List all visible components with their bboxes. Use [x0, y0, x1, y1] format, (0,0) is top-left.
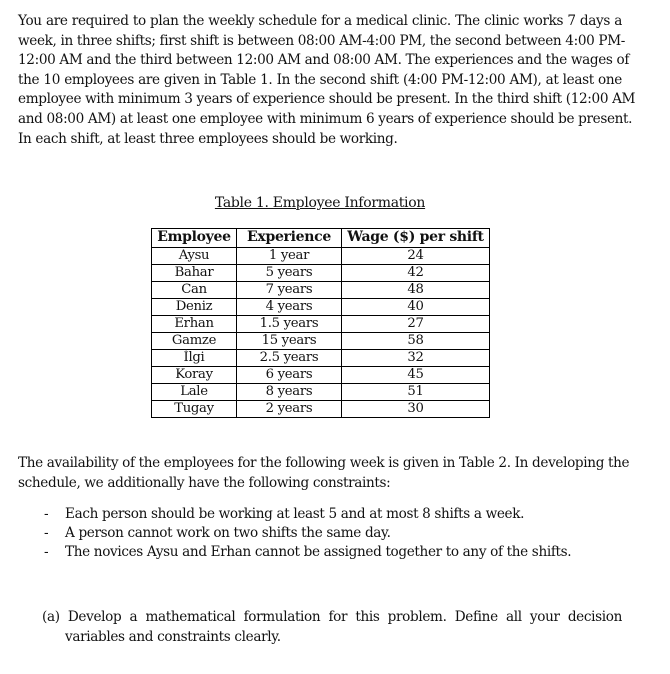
question-line: [42, 608, 622, 628]
table-row: [152, 299, 490, 316]
text-line: employee with minimum 3 years of experience should be present. In the third shift (12:00 AM: [18, 91, 636, 108]
text-line: week, in three shifts; first shift is between 08:00 AM-4:00 PM, the second between 4:00 PM-: [18, 32, 626, 49]
text-line: schedule, we additionally have the following constraints:: [18, 474, 391, 491]
wage-cell: 40: [342, 299, 490, 316]
experience-cell: 2 years: [237, 401, 342, 418]
employee-name-cell: Gamze: [152, 333, 237, 350]
experience-cell: 5 years: [237, 265, 342, 282]
table-row: [152, 333, 490, 350]
table-row: [152, 265, 490, 282]
availability-paragraph: [18, 454, 630, 493]
table-row: [152, 367, 490, 384]
table-header-row: [152, 229, 490, 248]
text-line: 12:00 AM and the third between 12:00 AM and 08:00 AM. The experiences and the wages of: [18, 52, 630, 69]
employee-name-cell: Deniz: [152, 299, 237, 316]
experience-cell: 7 years: [237, 282, 342, 299]
employee-name-cell: Erhan: [152, 316, 237, 333]
table-row: [152, 350, 490, 367]
column-header: Wage ($) per shift: [342, 229, 490, 248]
intro-paragraph: [18, 12, 636, 149]
text-line: the 10 employees are given in Table 1. In the second shift (4:00 PM-12:00 AM), at least one: [18, 71, 622, 88]
table-row: [152, 316, 490, 333]
text-line: and 08:00 AM) at least one employee with minimum 6 years of experience should be present.: [18, 110, 633, 127]
employee-name-cell: Lale: [152, 384, 237, 401]
experience-cell: 1 year: [237, 248, 342, 265]
employee-name-cell: Tugay: [152, 401, 237, 418]
table-row: [152, 401, 490, 418]
wage-cell: 48: [342, 282, 490, 299]
experience-cell: 1.5 years: [237, 316, 342, 333]
wage-cell: 51: [342, 384, 490, 401]
question-a: [42, 608, 622, 647]
wage-cell: 27: [342, 316, 490, 333]
question-label: (a): [42, 609, 60, 625]
constraint-text: Each person should be working at least 5 and at most 8 shifts a week.: [65, 506, 525, 522]
bullet-dash: -: [44, 525, 49, 541]
question-text: Develop a mathematical formulation for this problem. Define all your decision: [67, 609, 622, 625]
wage-cell: 32: [342, 350, 490, 367]
experience-cell: 4 years: [237, 299, 342, 316]
column-header: Employee: [152, 229, 237, 248]
employee-name-cell: Can: [152, 282, 237, 299]
wage-cell: 30: [342, 401, 490, 418]
table-row: [152, 384, 490, 401]
column-header: Experience: [237, 229, 342, 248]
experience-cell: 2.5 years: [237, 350, 342, 367]
table-row: [152, 248, 490, 265]
table-row: [152, 282, 490, 299]
wage-cell: 24: [342, 248, 490, 265]
wage-cell: 45: [342, 367, 490, 384]
table-title: Table 1. Employee Information: [214, 195, 426, 211]
text-line: In each shift, at least three employees should be working.: [18, 130, 398, 147]
wage-cell: 42: [342, 265, 490, 282]
experience-cell: 6 years: [237, 367, 342, 384]
text-line: The availability of the employees for the following week is given in Table 2. In developing the: [18, 455, 630, 471]
employee-name-cell: Aysu: [152, 248, 237, 265]
employee-name-cell: Koray: [152, 367, 237, 384]
constraint-text: A person cannot work on two shifts the same day.: [65, 525, 391, 541]
question-line: variables and constraints clearly.: [65, 628, 281, 645]
text-line: You are required to plan the weekly schedule for a medical clinic. The clinic works 7 days a: [18, 13, 622, 29]
bullet-dash: -: [44, 506, 49, 522]
employee-name-cell: Bahar: [152, 265, 237, 282]
experience-cell: 8 years: [237, 384, 342, 401]
constraint-text: The novices Aysu and Erhan cannot be assigned together to any of the shifts.: [65, 544, 572, 560]
wage-cell: 58: [342, 333, 490, 350]
experience-cell: 15 years: [237, 333, 342, 350]
employee-table: [151, 228, 490, 418]
bullet-dash: -: [44, 544, 49, 560]
employee-name-cell: İlgi: [152, 350, 237, 367]
